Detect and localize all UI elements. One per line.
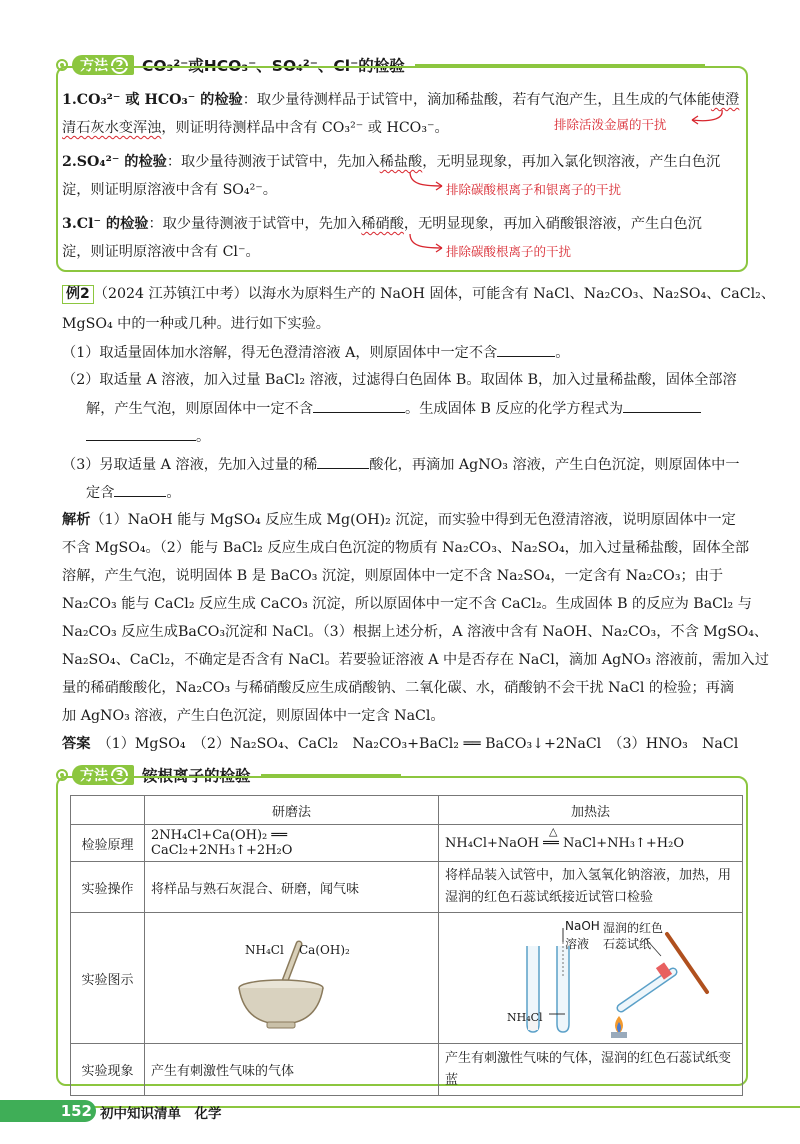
analysis-line4: Na₂CO₃ 能与 CaCl₂ 反应生成 CaCO₃ 沉淀，所以原固体中一定不含 CaCl₂。生成固体 B 的反应为 BaCl₂ 与 [62,596,752,612]
answer-blank[interactable] [623,398,701,413]
header-grind: 研磨法 [145,796,439,825]
heat-label-nh4cl: NH₄Cl [507,1011,543,1024]
example-tag: 例2 [62,285,94,304]
arrow-icon [408,170,448,194]
ammonium-test-table [70,795,743,1096]
answer-blank[interactable] [317,454,369,469]
grind-label-nh4cl: NH₄Cl [245,943,284,957]
analysis-line7: 量的稀硝酸酸化，Na₂CO₃ 与稀硝酸反应生成硝酸钠、二氧化碳、水，硝酸钠不会干扰 NaCl 的检验；再滴 [62,680,735,696]
method2-item2-line2: 淀，则证明原溶液中含有 SO₄²⁻。 [62,182,277,198]
grind-phenomenon: 产生有刺激性气味的气体 [145,1044,439,1096]
analysis-line6: Na₂SO₄、CaCl₂，不确定是否含有 NaCl。若要验证溶液 A 中是否存在 NaCl，滴加 AgNO₃ 溶液前，需加入过 [62,652,769,668]
test-tube-heating-illustration [445,916,735,1040]
heat-label-solution: 溶液 [565,937,590,951]
header-heat: 加热法 [439,796,743,825]
row-label: 检验原理 [71,825,145,862]
heat-principle: NH₄Cl+NaOH ══ NaCl+NH₃↑+H₂O △ [439,825,743,862]
example2-q2-line3: 。 [86,426,210,447]
row-label: 实验现象 [71,1044,145,1096]
answer-line: 答案 （1）MgSO₄ （2）Na₂SO₄、CaCl₂ Na₂CO₃+BaCl₂ ══ BaCO₃↓+2NaCl （3）HNO₃ NaCl [62,736,739,752]
table-row [71,913,743,1044]
analysis-line3: 溶解，产生气泡，说明固体 B 是 BaCO₃ 沉淀，则原固体中一定不含 Na₂SO₄，一定含有 Na₂CO₃；由于 [62,568,724,584]
method2-item3-line1: 3.Cl⁻ 的检验：取少量待测液于试管中，先加入稀硝酸，无明显现象，再加入硝酸银溶液，产生白色沉 [62,216,702,232]
heat-label-litmus: 石蕊试纸 [603,937,652,951]
mortar-pestle-illustration [151,916,431,1040]
grind-operation: 将样品与熟石灰混合、研磨，闻气味 [145,862,439,913]
arrow-icon [688,108,728,128]
analysis-line1: 解析（1）NaOH 能与 MgSO₄ 反应生成 Mg(OH)₂ 沉淀，而实验中得到无色澄清溶液，说明原固体中一定 [62,512,736,528]
heat-figure-cell [439,913,743,1044]
table-row [71,1044,743,1096]
analysis-line8: 加 AgNO₃ 溶液，产生白色沉淀，则原固体中一定含 NaCl。 [62,708,445,724]
example2-q1: （1）取适量固体加水溶解，得无色澄清溶液 A，则原固体中一定不含 。 [62,342,569,363]
answer-blank[interactable] [497,342,555,357]
heat-phenomenon: 产生有刺激性气味的气体，湿润的红色石蕊试纸变蓝 [439,1044,743,1096]
method-badge: 方法 3 [72,765,134,785]
example2-line1: 例2 （2024 江苏镇江中考）以海水为原料生产的 NaOH 固体，可能含有 NaCl、Na₂CO₃、Na₂SO₄、CaCl₂、 [62,284,775,304]
method-badge: 方法 2 [72,55,134,75]
arrow-icon [408,232,448,256]
example2-q2-line1: （2）取适量 A 溶液，加入过量 BaCl₂ 溶液，过滤得白色固体 B。取固体 B，加入过量稀盐酸，固体全部溶 [62,372,737,388]
table-row [71,825,743,862]
book-title: 初中知识清单 化学 [100,1106,222,1122]
method2-item2-line1: 2.SO₄²⁻ 的检验：取少量待测液于试管中，先加入稀盐酸，无明显现象，再加入氯化钡溶液，产生白色沉 [62,154,721,170]
grind-principle: 2NH₄Cl+Ca(OH)₂ ══ CaCl₂+2NH₃↑+2H₂O [145,825,439,862]
method3-title: 铵根离子的检验 [142,767,251,785]
answer-blank[interactable] [86,426,196,441]
method2-item1-line1: 1.CO₃²⁻ 或 HCO₃⁻ 的检验：取少量待测样品于试管中，滴加稀盐酸，若有气泡产生，且生成的气体能使澄 [62,92,740,108]
example2-q3-line2: 定含 。 [86,482,181,503]
method2-title: CO₃²⁻或HCO₃⁻、SO₄²⁻、Cl⁻的检验 [142,57,405,75]
example2-q2-line2: 解，产生气泡，则原固体中一定不含 。生成固体 B 反应的化学方程式为 [86,398,701,419]
heat-label-naoh: NaOH [565,919,600,933]
table-row [71,862,743,913]
grind-label-caoh2: Ca(OH)₂ [299,943,350,957]
annotation-note: 排除碳酸根离子的干扰 [446,244,572,259]
table-corner [71,796,145,825]
grind-figure-cell [145,913,439,1044]
row-label: 实验操作 [71,862,145,913]
method2-item1-line2: 清石灰水变浑浊，则证明待测样品中含有 CO₃²⁻ 或 HCO₃⁻。 [62,120,449,136]
page-number: 152 [0,1100,96,1122]
heat-operation: 将样品装入试管中，加入氢氧化钠溶液，加热，用湿润的红色石蕊试纸接近试管口检验 [439,862,743,913]
answer-blank[interactable] [313,398,405,413]
example2-q3-line1: （3）另取适量 A 溶液，先加入过量的稀 酸化，再滴加 AgNO₃ 溶液，产生白色沉淀，则原固体中一 [62,454,740,475]
annotation-note: 排除碳酸根离子和银离子的干扰 [446,182,622,197]
answer-blank[interactable] [114,482,166,497]
row-label: 实验图示 [71,913,145,1044]
page-footer [0,1100,800,1124]
analysis-line5: Na₂CO₃ 反应生成BaCO₃沉淀和 NaCl。（3）根据上述分析，A 溶液中含有 NaOH、Na₂CO₃，不含 MgSO₄、 [62,624,769,640]
method2-item3-line2: 淀，则证明原溶液中含有 Cl⁻。 [62,244,260,260]
example2-line2: MgSO₄ 中的一种或几种。进行如下实验。 [62,316,330,332]
annotation-note: 排除活泼金属的干扰 [554,117,667,132]
table-header-row [71,796,743,825]
heat-label-wet-red: 湿润的红色 [603,921,664,935]
analysis-line2: 不含 MgSO₄。（2）能与 BaCl₂ 反应生成白色沉淀的物质有 Na₂CO₃、Na₂SO₄，加入过量稀盐酸，固体全部 [62,540,750,556]
heat-condition-symbol: △ [549,825,558,838]
